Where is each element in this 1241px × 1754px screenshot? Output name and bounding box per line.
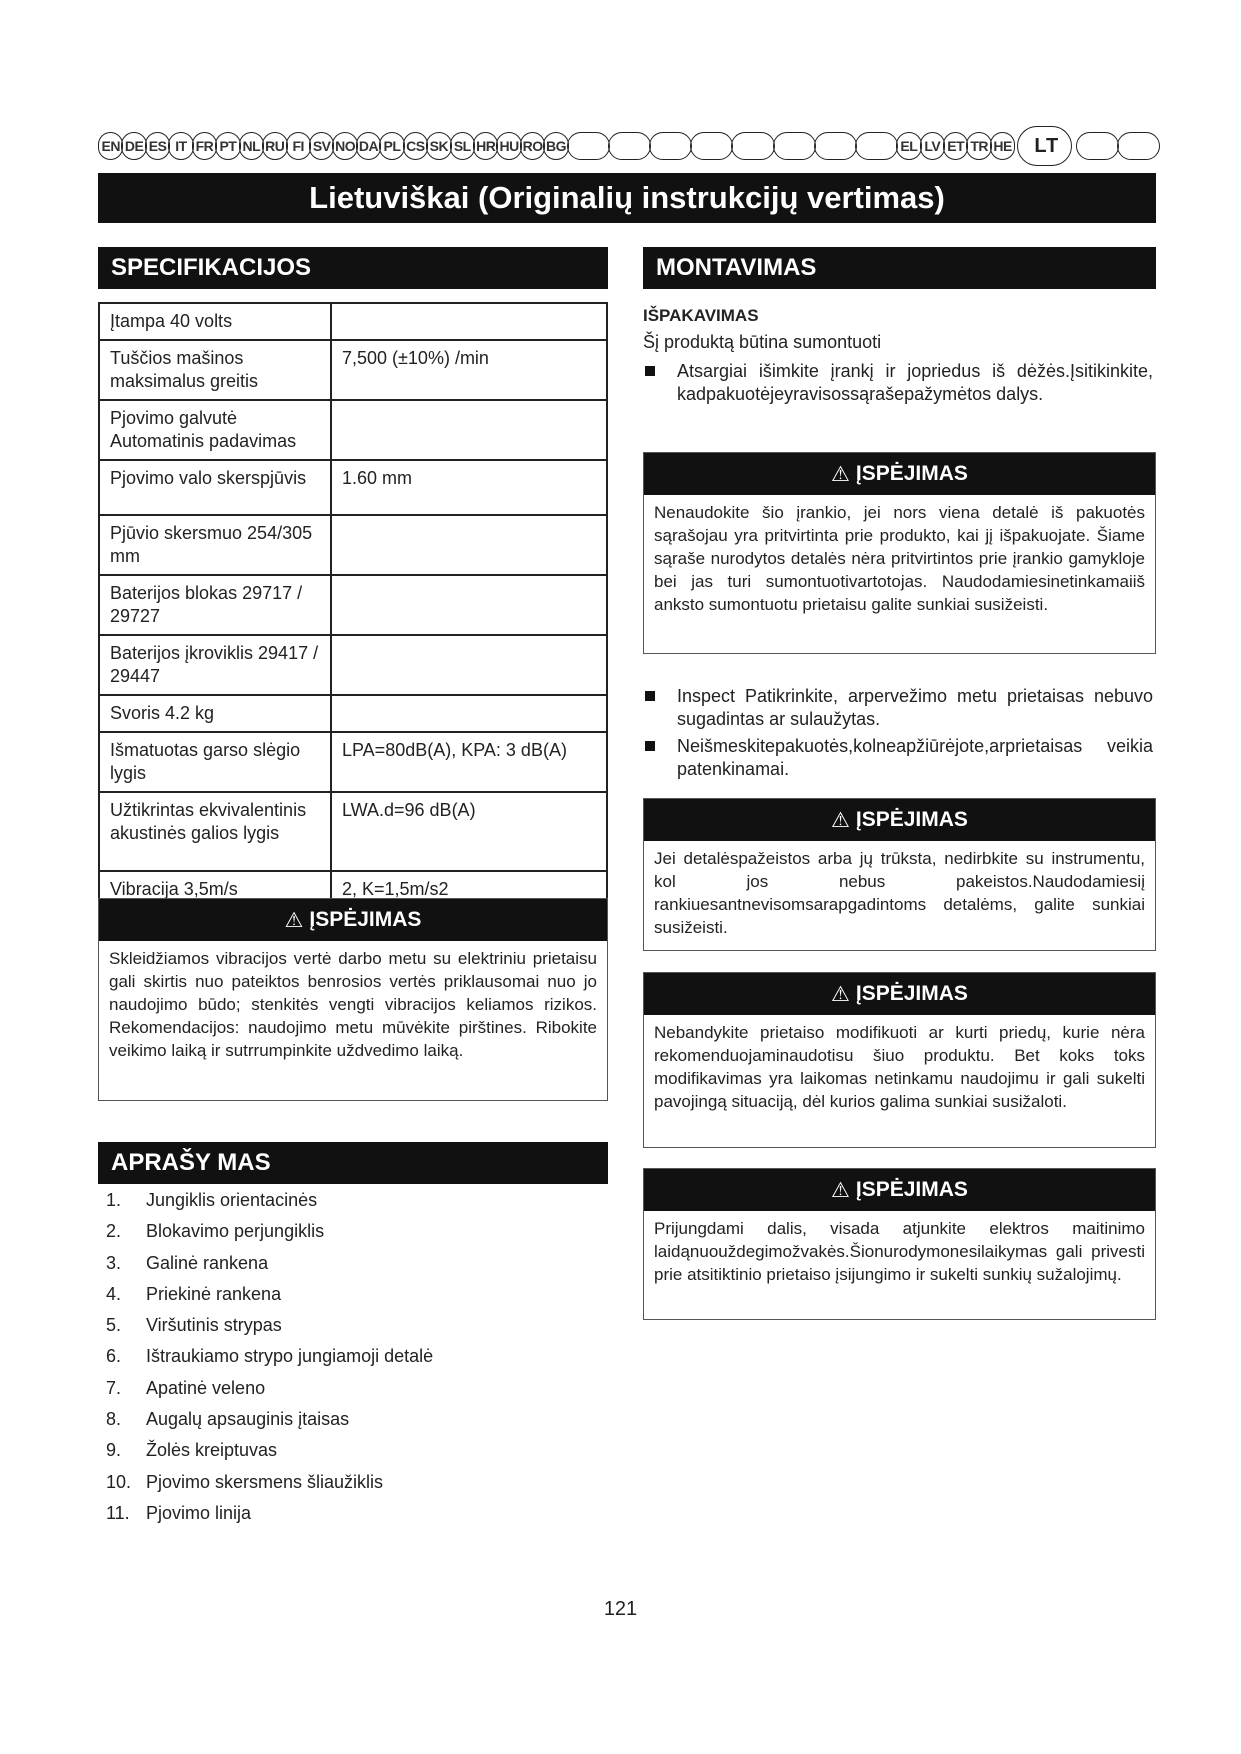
item-text: Pjovimo skersmens šliaužiklis — [146, 1471, 384, 1492]
item-number: 9. — [106, 1440, 122, 1461]
item-text: Pjovimo linija — [146, 1502, 252, 1523]
item-text: Jungiklis orientacinės — [146, 1190, 318, 1210]
lang-tab-es: ES — [145, 132, 170, 160]
lang-tab-no: NO — [332, 132, 357, 160]
item-number: 10. — [106, 1471, 132, 1492]
lang-tab-ro: RO — [520, 132, 545, 160]
lang-tab-fi: FI — [286, 132, 311, 160]
item-number: 3. — [106, 1252, 122, 1273]
spec-label: Pjovimo valo skerspjūvis — [99, 460, 331, 515]
item-number: 6. — [106, 1346, 122, 1367]
bullet-square-icon — [645, 691, 655, 701]
spec-label: Pjovimo galvutė Automatinis padavimas — [99, 400, 331, 460]
item-number: 4. — [106, 1283, 122, 1304]
spec-label: Svoris 4.2 kg — [99, 695, 331, 732]
table-row — [99, 340, 607, 400]
list-item: Atsargiai išimkite įrankį ir jopriedus iš dėžės.Įsitikinkite, kadpakuotėjeyravisossąrašepažymėtos dalys. — [643, 360, 1153, 406]
lang-tab-fr: FR — [192, 132, 217, 160]
bullet-square-icon — [645, 741, 655, 751]
list-item — [98, 1313, 433, 1344]
warning-triangle-icon: ⚠ — [831, 462, 850, 486]
spec-value — [331, 515, 607, 575]
spec-value — [331, 400, 607, 460]
table-row — [99, 575, 607, 635]
warning-header: ⚠ ĮSPĖJIMAS — [644, 453, 1155, 495]
item-number: 1. — [106, 1190, 122, 1210]
spec-label: Pjūvio skersmuo 254/305 mm — [99, 515, 331, 575]
unpacking-intro: Šį produktą būtina sumontuoti — [643, 332, 882, 352]
item-text: Priekinė rankena — [146, 1283, 282, 1304]
spec-value — [331, 635, 607, 695]
spec-label: Vibracija 3,5m/s — [99, 871, 331, 908]
lang-tab-el: EL — [896, 132, 921, 160]
unpacking-heading: IŠPAKAVIMAS — [643, 306, 759, 325]
item-text: Blokavimo perjungiklis — [146, 1221, 325, 1242]
spec-table — [98, 302, 608, 909]
assembly-heading: MONTAVIMAS — [643, 247, 1156, 289]
lang-tab-tr: TR — [966, 132, 991, 160]
list-item — [98, 1438, 433, 1469]
lang-tab-empty — [1076, 132, 1119, 160]
language-tabs — [98, 130, 1158, 162]
lang-tab-sl: SL — [450, 132, 475, 160]
lang-tab-empty — [731, 132, 774, 160]
warning-text: Skleidžiamos vibracijos vertė darbo metu su elektriniu prietaisu gali skirtis nuo pateiktos benrosios vertės priklausomai nuo jo naudojimo būdo; stenkitės vengti vibracijos keliamos rizikos. Rekomendacijos: naudojimo metu mūvėkite pirštines. Ribokite veikimo laiką ir sutrrumpinkite uždvedimo laiką. — [109, 949, 597, 1060]
table-row — [99, 792, 607, 871]
warning-triangle-icon: ⚠ — [831, 808, 850, 832]
spec-value — [331, 303, 607, 340]
lang-tab-da: DA — [356, 132, 381, 160]
lang-tab-cs: CS — [403, 132, 428, 160]
spec-label: Baterijos blokas 29717 / 29727 — [99, 575, 331, 635]
item-text: Ištraukiamo strypo jungiamoji detalė — [146, 1346, 434, 1367]
lang-tab-pt: PT — [215, 132, 240, 160]
lang-tab-empty — [649, 132, 692, 160]
spec-label: Išmatuotas garso slėgio lygis — [99, 732, 331, 792]
lang-tab-en: EN — [98, 132, 123, 160]
list-item — [98, 1376, 433, 1407]
warning-text: Prijungdami dalis, visada atjunkite elektros maitinimo laidąnuouždegimožvakės.Šionurodymonesilaikymas gali privesti prie atsitiktinio prietaiso įsijungimo ir sukelti sunkių sužalojimų. — [654, 1219, 1145, 1284]
lang-tab-empty — [773, 132, 816, 160]
table-row — [99, 400, 607, 460]
lang-tab-lv: LV — [920, 132, 945, 160]
list-item — [98, 1251, 433, 1282]
list-item — [98, 1501, 433, 1532]
list-item — [98, 1407, 433, 1438]
table-row — [99, 460, 607, 515]
parts-list — [98, 1188, 433, 1532]
disconnect-power-warning — [643, 1168, 1156, 1320]
damaged-parts-warning — [643, 798, 1156, 951]
item-number: 7. — [106, 1377, 122, 1398]
lang-tab-he: HE — [990, 132, 1015, 160]
unpack-bullets-1 — [643, 360, 1153, 410]
vibration-warning — [98, 898, 608, 1101]
lang-tab-sk: SK — [426, 132, 451, 160]
list-item: Neišmeskitepakuotės,kolneapžiūrėjote,arprietaisas veikia patenkinamai. — [643, 735, 1153, 781]
page-number: 121 — [603, 1598, 638, 1620]
list-item — [98, 1188, 433, 1219]
lang-tab-bg: BG — [543, 132, 568, 160]
table-row — [99, 695, 607, 732]
table-row — [99, 303, 607, 340]
spec-value — [331, 575, 607, 635]
lang-tab-empty — [855, 132, 898, 160]
spec-heading: SPECIFIKACIJOS — [98, 247, 608, 289]
lang-tab-empty — [1117, 132, 1160, 160]
item-text: Žolės kreiptuvas — [146, 1440, 278, 1461]
lang-tab-empty — [608, 132, 651, 160]
warning-header: ⚠ ĮSPĖJIMAS — [99, 899, 607, 941]
spec-value: 1.60 mm — [331, 460, 607, 515]
lang-tab-ru: RU — [262, 132, 287, 160]
lang-tab-sv: SV — [309, 132, 334, 160]
table-row — [99, 635, 607, 695]
warning-triangle-icon: ⚠ — [831, 982, 850, 1006]
table-row — [99, 515, 607, 575]
lang-tab-hr: HR — [473, 132, 498, 160]
spec-value — [331, 695, 607, 732]
item-text: Galinė rankena — [146, 1252, 269, 1273]
warning-header: ⚠ ĮSPĖJIMAS — [644, 799, 1155, 841]
spec-label: Užtikrintas ekvivalentinis akustinės galios lygis — [99, 792, 331, 871]
spec-value: 7,500 (±10%) /min — [331, 340, 607, 400]
item-text: Apatinė veleno — [146, 1377, 266, 1398]
spec-label: Tuščios mašinos maksimalus greitis — [99, 340, 331, 400]
lang-tab-empty — [567, 132, 610, 160]
list-item — [98, 1470, 433, 1501]
lang-tab-it: IT — [168, 132, 193, 160]
list-item: Inspect Patikrinkite, arpervežimo metu prietaisas nebuvo sugadintas ar sulaužytas. — [643, 685, 1153, 731]
lang-tab-de: DE — [121, 132, 146, 160]
lang-tab-hu: HU — [496, 132, 521, 160]
warning-header: ⚠ ĮSPĖJIMAS — [644, 1169, 1155, 1211]
warning-header: ⚠ ĮSPĖJIMAS — [644, 973, 1155, 1015]
item-number: 5. — [106, 1315, 122, 1336]
table-row — [99, 732, 607, 792]
lang-tab-empty — [690, 132, 733, 160]
lang-tab-empty — [814, 132, 857, 160]
warning-text: Nebandykite prietaiso modifikuoti ar kurti priedų, kurie nėra rekomenduojaminaudotisu šiuo produktu. Bet koks toks modifikavimas yra laikomas netinkamu naudojimu ir gali sukelti pavojingą situaciją, dėl kurios galima sunkiai susižaloti. — [654, 1023, 1145, 1111]
page-title: Lietuviškai (Originalių instrukcijų vertimas) — [98, 173, 1156, 223]
lang-tab-et: ET — [943, 132, 968, 160]
item-number: 8. — [106, 1409, 122, 1430]
lang-tab-nl: NL — [239, 132, 264, 160]
list-item — [98, 1344, 433, 1375]
unpack-bullets-2 — [643, 685, 1153, 785]
lang-tab-lt: LT — [1017, 126, 1071, 166]
description-heading: APRAŠY MAS — [98, 1142, 608, 1184]
item-number: 11. — [106, 1502, 130, 1523]
parts-attached-warning — [643, 452, 1156, 654]
warning-triangle-icon: ⚠ — [831, 1178, 850, 1202]
warning-text: Nenaudokite šio įrankio, jei nors viena detalė iš pakuotės sąrašojau yra pritvirtinta prie produkto, kai jį išpakuojate. Šiame sąraše nurodytos detalės nėra pritvirtintos prie įrankio gamykloje bei jas turi sumontuotivartotojas. Naudodamiesinetinkamaiiš anksto sumontuotu prietaisu galite sunkiai susižeisti. — [654, 503, 1145, 614]
item-text: Augalų apsauginis įtaisas — [146, 1409, 350, 1430]
spec-value: 2, K=1,5m/s2 — [331, 871, 607, 908]
lang-tab-pl: PL — [379, 132, 404, 160]
list-item — [98, 1282, 433, 1313]
bullet-square-icon — [645, 366, 655, 376]
spec-label: Baterijos įkroviklis 29417 / 29447 — [99, 635, 331, 695]
list-item — [98, 1219, 433, 1250]
item-number: 2. — [106, 1221, 122, 1242]
modification-warning — [643, 972, 1156, 1148]
item-text: Viršutinis strypas — [146, 1315, 282, 1336]
warning-triangle-icon: ⚠ — [284, 908, 304, 932]
spec-label: Įtampa 40 volts — [99, 303, 331, 340]
warning-text: Jei detalėspažeistos arba jų trūksta, nedirbkite su instrumentu, kol jos nebus pakeistos.Naudodamiesiį rankiuesantnevisomsarapgadintoms detalėms, galite sunkiai susižeisti. — [654, 849, 1145, 937]
spec-value: LPA=80dB(A), KPA: 3 dB(A) — [331, 732, 607, 792]
spec-value: LWA.d=96 dB(A) — [331, 792, 607, 871]
